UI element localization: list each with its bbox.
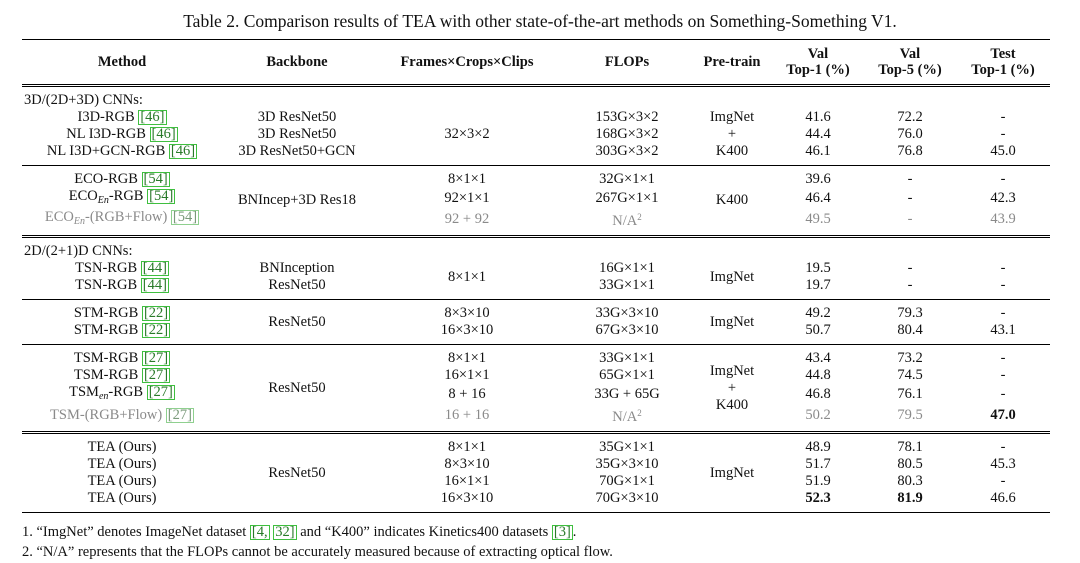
method-cell: TSM-(RGB+Flow) [27] [50, 407, 192, 423]
table-row [22, 109, 1050, 126]
backbone-cell: ResNet50 [268, 313, 326, 330]
test-top1-cell: - [1000, 386, 1006, 402]
val-top5-cell: 80.4 [897, 322, 923, 338]
backbone-cell: 3D ResNet50 [257, 109, 337, 125]
citation-link[interactable]: [22] [143, 322, 169, 338]
footnote-2: 2. “N/A” represents that the FLOPs cannot be accurately measured because of extracting optical flow. [22, 544, 613, 560]
frames-cell: 8×1×1 [447, 268, 487, 285]
val-top5-cell: - [907, 260, 913, 276]
header-frames: Frames×Crops×Clips [400, 54, 534, 70]
val-top5-cell: 78.1 [897, 439, 923, 455]
frames-cell: 16×3×10 [440, 322, 494, 338]
backbone-cell: 3D ResNet50 [257, 126, 337, 142]
val-top1-cell: 49.2 [805, 305, 831, 321]
method-cell: $TSM_{en}$-RGB [27] [69, 384, 173, 402]
val-top5-cell: 80.3 [897, 473, 923, 489]
method-cell: $ECO_{En}-(RGB+Flow)$ [54] [44, 209, 198, 227]
group-tea [22, 433, 1050, 513]
flops-cell: 267G×1×1 [595, 190, 659, 206]
group-tsm [22, 345, 1050, 433]
group-3d-nonlocal [22, 86, 1050, 166]
flops-cell: $N/A^2$ [612, 408, 642, 425]
footnote-1: 1. “ImgNet” denotes ImageNet dataset [4, 32] and “K400” indicates Kinetics400 datasets [3] . [22, 524, 577, 540]
method-cell: TEA (Ours) [87, 439, 157, 455]
citation-link[interactable]: [54] [143, 171, 168, 187]
citation-link[interactable]: [3] [553, 524, 571, 540]
method-cell: TSM-RGB [27] [73, 367, 169, 383]
citation-link[interactable]: [27] [143, 350, 169, 366]
flops-cell: 33G×3×10 [595, 305, 659, 321]
table-row [22, 456, 1050, 473]
val-top1-cell: 19.5 [805, 260, 831, 276]
method-cell: STM-RGB [22] [73, 322, 169, 338]
test-top1-cell: 45.0 [990, 143, 1016, 159]
table-row [22, 439, 1050, 456]
citation-link[interactable]: [4, [251, 524, 268, 540]
test-top1-cell: - [1000, 109, 1006, 125]
table-row [22, 473, 1050, 490]
pretrain-cell: ImgNet [709, 464, 755, 481]
flops-cell: 65G×1×1 [599, 367, 655, 383]
val-top1-cell: 44.4 [805, 126, 831, 142]
method-cell: TSN-RGB [44] [75, 260, 167, 276]
val-top1-cell: 50.2 [805, 407, 831, 423]
frames-cell: 8 + 16 [448, 386, 486, 402]
test-top1-cell: 43.9 [990, 211, 1016, 227]
val-top1-cell: 44.8 [805, 367, 831, 383]
pretrain-cell: ImgNet [709, 109, 755, 125]
test-top1-cell: 43.1 [990, 322, 1016, 338]
method-cell: TEA (Ours) [87, 490, 157, 506]
frames-cell: 16×1×1 [444, 473, 490, 489]
backbone-cell: ResNet50 [268, 277, 326, 293]
test-top1-cell: - [1000, 277, 1006, 293]
method-cell: STM-RGB [22] [73, 305, 169, 321]
frames-cell: 16×3×10 [440, 490, 494, 506]
test-top1-cell: 42.3 [990, 190, 1016, 206]
test-top1-cell: - [1000, 439, 1006, 455]
flops-cell: 33G×1×1 [599, 277, 655, 293]
method-cell: $ECO_{En}$-RGB [54] [68, 188, 174, 206]
section-header-row [22, 92, 1050, 109]
val-top5-cell: 73.2 [897, 350, 923, 366]
table-row [22, 384, 1050, 405]
header-backbone: Backbone [266, 54, 328, 70]
citation-link[interactable]: [46] [151, 126, 176, 142]
citation-link[interactable]: [44] [142, 277, 167, 293]
pretrain-cell: + [727, 126, 737, 142]
backbone-cell: BNInception [259, 260, 335, 276]
table-row [22, 171, 1050, 188]
test-top1-cell: 47.0 [990, 407, 1016, 423]
flops-cell: 168G×3×2 [595, 126, 659, 142]
citation-link[interactable]: [22] [143, 305, 169, 321]
header-test-top1: Test Top-1 (%) [971, 46, 1035, 78]
table-row [22, 305, 1050, 322]
val-top1-cell: 41.6 [805, 109, 831, 125]
method-cell: I3D-RGB [46] [77, 109, 165, 125]
test-top1-cell: - [1000, 126, 1006, 142]
method-cell: ECO-RGB [54] [74, 171, 168, 187]
val-top5-cell: - [907, 190, 913, 206]
section-header-row [22, 243, 1050, 260]
table-caption: Table 2. Comparison results of TEA with other state-of-the-art methods on Something-Something V1. [183, 11, 897, 31]
val-top1-cell: 46.4 [805, 190, 831, 206]
val-top1-cell: 46.8 [805, 386, 831, 402]
val-top1-cell: 46.1 [805, 143, 831, 159]
val-top1-cell: 50.7 [805, 322, 831, 338]
flops-cell: 35G×3×10 [595, 456, 659, 472]
flops-cell: 35G×1×1 [599, 439, 655, 455]
method-cell: TSN-RGB [44] [75, 277, 167, 293]
header-pretrain: Pre-train [703, 54, 761, 70]
header-val-top1: Val Top-1 (%) [786, 46, 850, 78]
pretrain-cell: ImgNet [709, 268, 755, 285]
table-row [22, 490, 1050, 507]
group-stm [22, 300, 1050, 345]
section-title-2d: 2D/(2+1)D CNNs: [24, 243, 133, 259]
val-top1-cell: 43.4 [805, 350, 831, 366]
test-top1-cell: - [1000, 367, 1006, 383]
group-eco [22, 166, 1050, 237]
header-row [22, 40, 1050, 86]
method-cell: NL I3D+GCN-RGB [46] [46, 143, 196, 159]
backbone-cell: BNIncep+3D Res18 [237, 192, 357, 208]
header-flops: FLOPs [604, 54, 650, 70]
test-top1-cell: - [1000, 260, 1006, 276]
val-top1-cell: 51.7 [805, 456, 831, 472]
group-tsn [22, 237, 1050, 300]
table-row [22, 350, 1050, 367]
flops-cell: $N/A^2$ [612, 212, 642, 229]
table-footnotes [22, 522, 613, 562]
pretrain-cell: K400 [715, 192, 749, 208]
val-top1-cell: 19.7 [805, 277, 831, 293]
table-row [22, 188, 1050, 209]
pretrain-cell: ImgNet [709, 313, 755, 330]
val-top5-cell: 76.1 [897, 386, 923, 402]
frames-cell: 92×1×1 [444, 190, 490, 206]
frames-cell: 8×1×1 [447, 439, 487, 455]
header-val-top5: Val Top-5 (%) [878, 46, 942, 78]
table-row [22, 322, 1050, 339]
pretrain-cell: ImgNet + K400 [709, 362, 755, 413]
val-top5-cell: - [907, 277, 913, 293]
test-top1-cell: - [1000, 171, 1006, 187]
table-row [22, 209, 1050, 230]
val-top5-cell: 80.5 [897, 456, 923, 472]
test-top1-cell: - [1000, 350, 1006, 366]
val-top1-cell: 48.9 [805, 439, 831, 455]
table-row [22, 367, 1050, 384]
citation-link[interactable]: [46] [140, 109, 165, 125]
table-row [22, 260, 1050, 277]
frames-cell: 32×3×2 [444, 126, 490, 142]
val-top5-cell: 79.5 [897, 407, 923, 423]
val-top5-cell: 79.3 [897, 305, 923, 321]
flops-cell: 16G×1×1 [599, 260, 655, 276]
citation-link[interactable]: [46] [170, 143, 196, 159]
val-top5-cell: - [907, 211, 913, 227]
test-top1-cell: - [1000, 473, 1006, 489]
test-top1-cell: - [1000, 305, 1006, 321]
val-top1-cell: 39.6 [805, 171, 831, 187]
frames-cell: 8×3×10 [444, 305, 490, 321]
val-top5-cell: - [907, 171, 913, 187]
val-top5-cell: 74.5 [897, 367, 923, 383]
val-top5-cell: 76.0 [897, 126, 923, 142]
backbone-cell: 3D ResNet50+GCN [238, 143, 356, 159]
flops-cell: 33G + 65G [594, 386, 660, 402]
method-cell: TEA (Ours) [87, 473, 157, 489]
frames-cell: 16 + 16 [444, 407, 490, 423]
val-top5-cell: 76.8 [897, 143, 923, 159]
frames-cell: 8×3×10 [444, 456, 490, 472]
test-top1-cell: 46.6 [990, 490, 1016, 506]
method-cell: TSM-RGB [27] [73, 350, 169, 366]
flops-cell: 303G×3×2 [595, 143, 659, 159]
method-cell: NL I3D-RGB [46] [66, 126, 176, 142]
citation-link[interactable]: [54] [149, 188, 174, 204]
citation-link[interactable]: [27] [167, 407, 192, 423]
val-top5-cell: 72.2 [897, 109, 923, 125]
test-top1-cell: 45.3 [990, 456, 1016, 472]
val-top1-cell: 49.5 [805, 211, 831, 227]
citation-link[interactable]: [27] [148, 384, 173, 400]
citation-link[interactable]: [44] [142, 260, 167, 276]
flops-cell: 70G×1×1 [599, 473, 655, 489]
flops-cell: 70G×3×10 [595, 490, 659, 506]
frames-cell: 16×1×1 [444, 367, 490, 383]
backbone-cell: ResNet50 [268, 464, 326, 481]
val-top5-cell: 81.9 [897, 490, 923, 506]
header-method: Method [97, 54, 147, 70]
val-top1-cell: 52.3 [805, 490, 831, 506]
section-title-3d: 3D/(2D+3D) CNNs: [24, 92, 143, 108]
frames-cell: 92 + 92 [444, 211, 490, 227]
table-row [22, 405, 1050, 426]
frames-cell: 8×1×1 [447, 171, 487, 187]
pretrain-cell: K400 [715, 143, 749, 159]
flops-cell: 32G×1×1 [599, 171, 655, 187]
flops-cell: 153G×3×2 [595, 109, 659, 125]
comparison-table [22, 39, 1050, 513]
citation-link[interactable]: [27] [143, 367, 169, 383]
citation-link[interactable]: 32] [275, 524, 295, 540]
frames-cell: 8×1×1 [447, 350, 487, 366]
backbone-cell: ResNet50 [268, 379, 326, 396]
flops-cell: 67G×3×10 [595, 322, 659, 338]
method-cell: TEA (Ours) [87, 456, 157, 472]
citation-link[interactable]: [54] [172, 209, 198, 225]
val-top1-cell: 51.9 [805, 473, 831, 489]
flops-cell: 33G×1×1 [599, 350, 655, 366]
